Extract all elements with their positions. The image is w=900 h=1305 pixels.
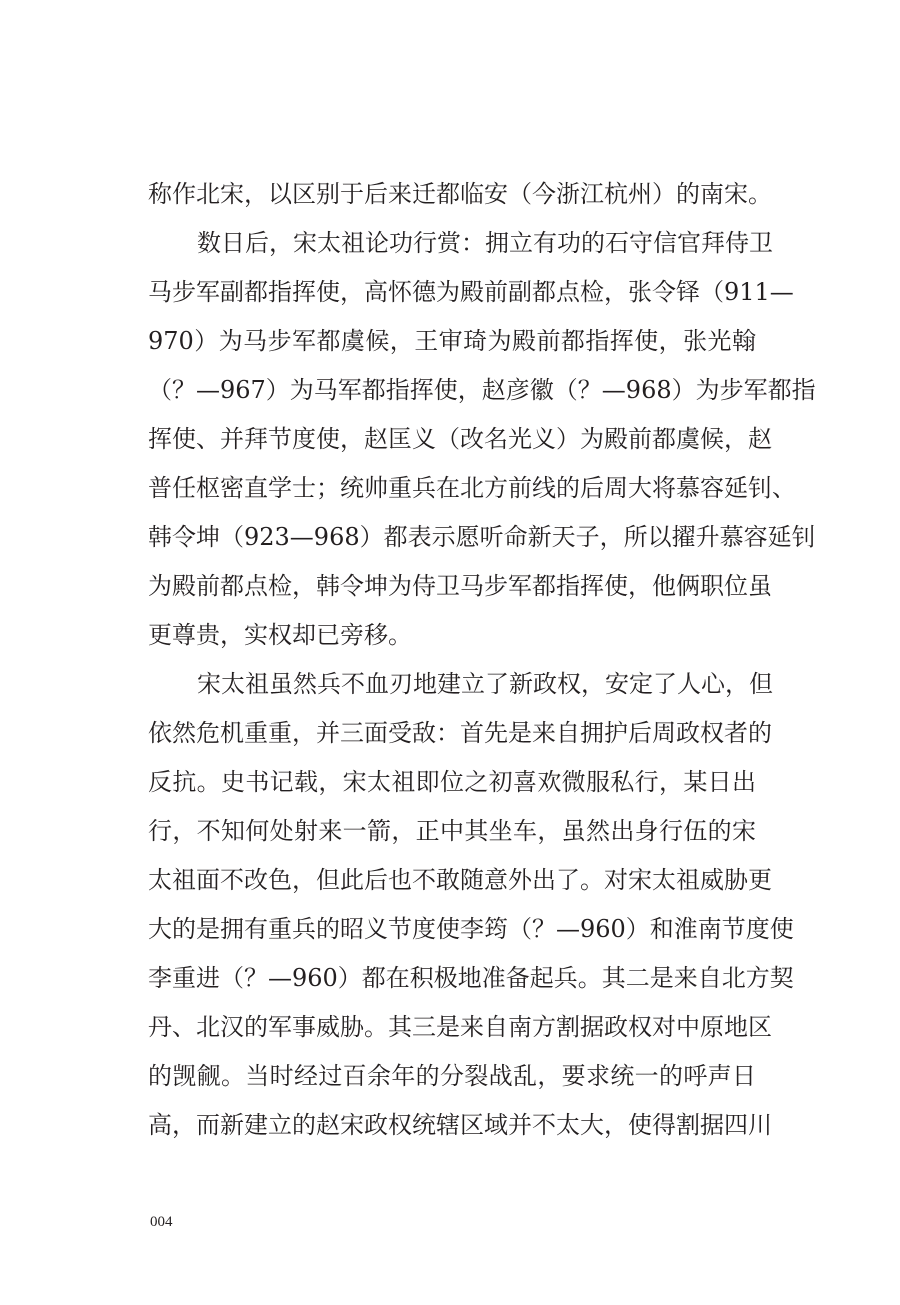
text-line: 反抗。史书记载，宋太祖即位之初喜欢微服私行，某日出	[148, 768, 756, 796]
text-line: 大的是拥有重兵的昭义节度使李筠（？—960）和淮南节度使	[148, 915, 794, 943]
text-line: 普任枢密直学士；统帅重兵在北方前线的后周大将慕容延钊、	[148, 474, 796, 502]
text-line: 宋太祖虽然兵不血刃地建立了新政权，安定了人心，但	[197, 670, 773, 698]
text-line: 为殿前都点检，韩令坤为侍卫马步军都指挥使，他俩职位虽	[148, 572, 772, 600]
text-line: 行，不知何处射来一箭，正中其坐车，虽然出身行伍的宋	[148, 817, 756, 845]
text-line: 挥使、并拜节度使，赵匡义（改名光义）为殿前都虞候，赵	[148, 425, 772, 453]
text-line: 高，而新建立的赵宋政权统辖区域并不太大，使得割据四川	[148, 1111, 772, 1139]
text-line: 丹、北汉的军事威胁。其三是来自南方割据政权对中原地区	[148, 1013, 772, 1041]
text-line: 依然危机重重，并三面受敌：首先是来自拥护后周政权者的	[148, 719, 772, 747]
body-text	[148, 170, 816, 1150]
text-line: 马步军副都指挥使，高怀德为殿前副都点检，张令铎（911—	[148, 278, 794, 306]
text-line: 韩令坤（923—968）都表示愿听命新天子，所以擢升慕容延钊	[148, 523, 816, 551]
text-line: 李重进（？—960）都在积极地准备起兵。其二是来自北方契	[148, 964, 794, 992]
text-line: 的觊觎。当时经过百余年的分裂战乱，要求统一的呼声日	[148, 1062, 756, 1090]
text-line: 数日后，宋太祖论功行赏：拥立有功的石守信官拜侍卫	[197, 229, 773, 257]
text-line: 更尊贵，实权却已旁移。	[148, 621, 412, 649]
text-line: 太祖面不改色，但此后也不敢随意外出了。对宋太祖威胁更	[148, 866, 772, 894]
text-line: 称作北宋，以区别于后来迁都临安（今浙江杭州）的南宋。	[148, 180, 772, 208]
text-line: （？—967）为马军都指挥使，赵彦徽（？—968）为步军都指	[148, 376, 816, 404]
text-line: 970）为马步军都虞候，王审琦为殿前都指挥使，张光翰	[148, 327, 756, 355]
page-number: 004	[150, 1214, 173, 1230]
